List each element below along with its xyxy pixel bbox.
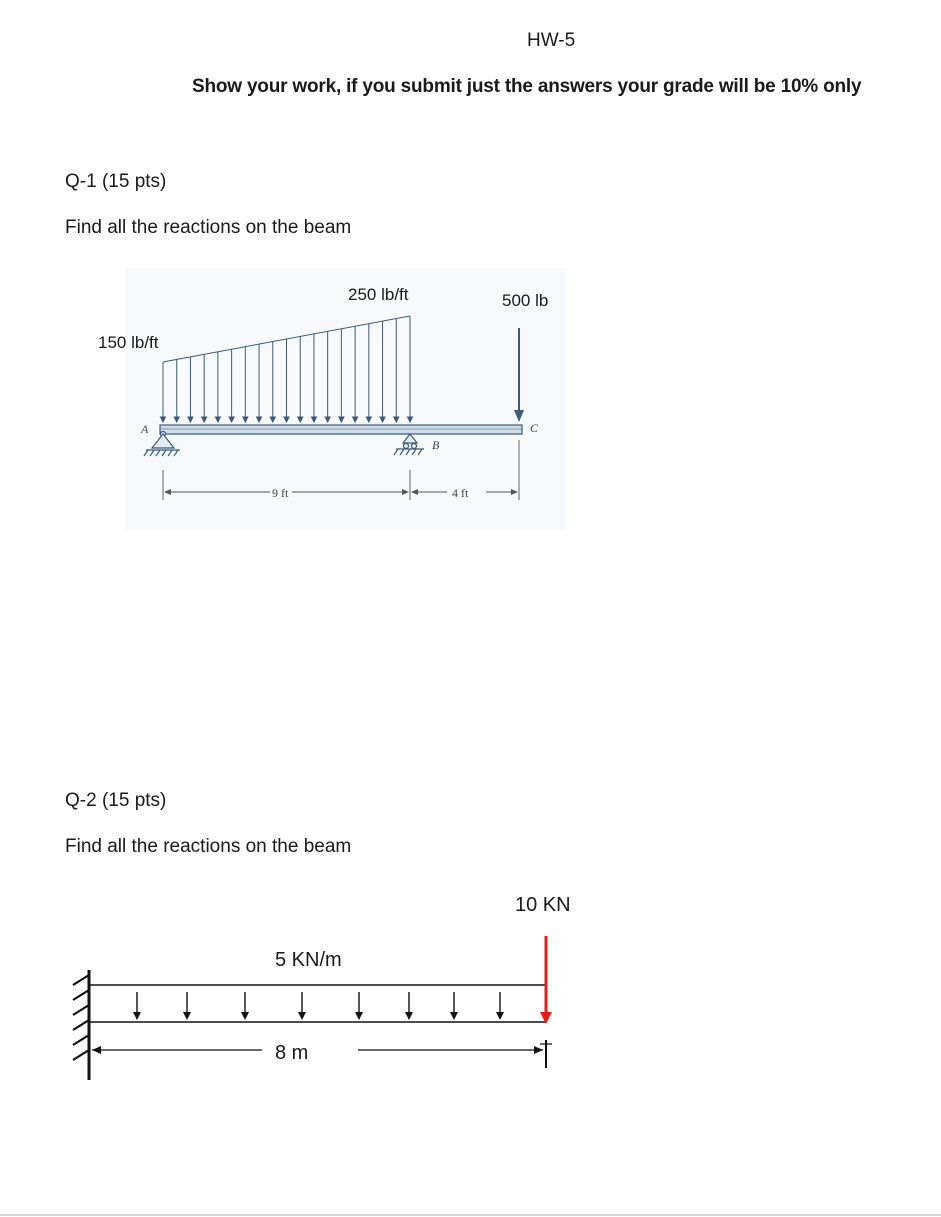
load-arrow-head [298,1012,306,1020]
point-load-arrow [540,936,552,1024]
page-title: HW-5 [527,30,576,51]
page-bottom-border [0,1214,941,1216]
point-c-label: C [530,421,539,435]
fixed-wall-support [73,970,89,1080]
question-2-heading: Q-2 (15 pts) [65,790,167,811]
point-load-label: 10 KN [515,894,571,916]
load-arrow-head [241,1012,249,1020]
load-start-label: 150 lb/ft [98,333,159,352]
point-a-label: A [141,422,149,436]
question-1-prompt: Find all the reactions on the beam [65,217,352,238]
load-arrow-head [450,1012,458,1020]
span-ab-label: 9 ft [272,486,289,500]
span-label: 8 m [275,1042,309,1064]
load-arrow-head [355,1012,363,1020]
cantilever-beam [89,985,546,1022]
point-b-label: B [432,438,440,452]
load-arrow-head [405,1012,413,1020]
load-end-label: 250 lb/ft [348,285,409,304]
span-bc-label: 4 ft [452,486,469,500]
span-dimension-line [92,1040,552,1068]
question-1-heading: Q-1 (15 pts) [65,171,167,192]
distributed-load-arrows [133,992,504,1020]
instruction-text: Show your work, if you submit just the answers your grade will be 10% only [192,76,862,97]
distributed-load-label: 5 KN/m [275,949,342,971]
load-arrow-head [133,1012,141,1020]
question-2-prompt: Find all the reactions on the beam [65,836,352,857]
point-load-label: 500 lb [502,291,549,310]
load-arrow-head [496,1012,504,1020]
load-arrow-head [183,1012,191,1020]
